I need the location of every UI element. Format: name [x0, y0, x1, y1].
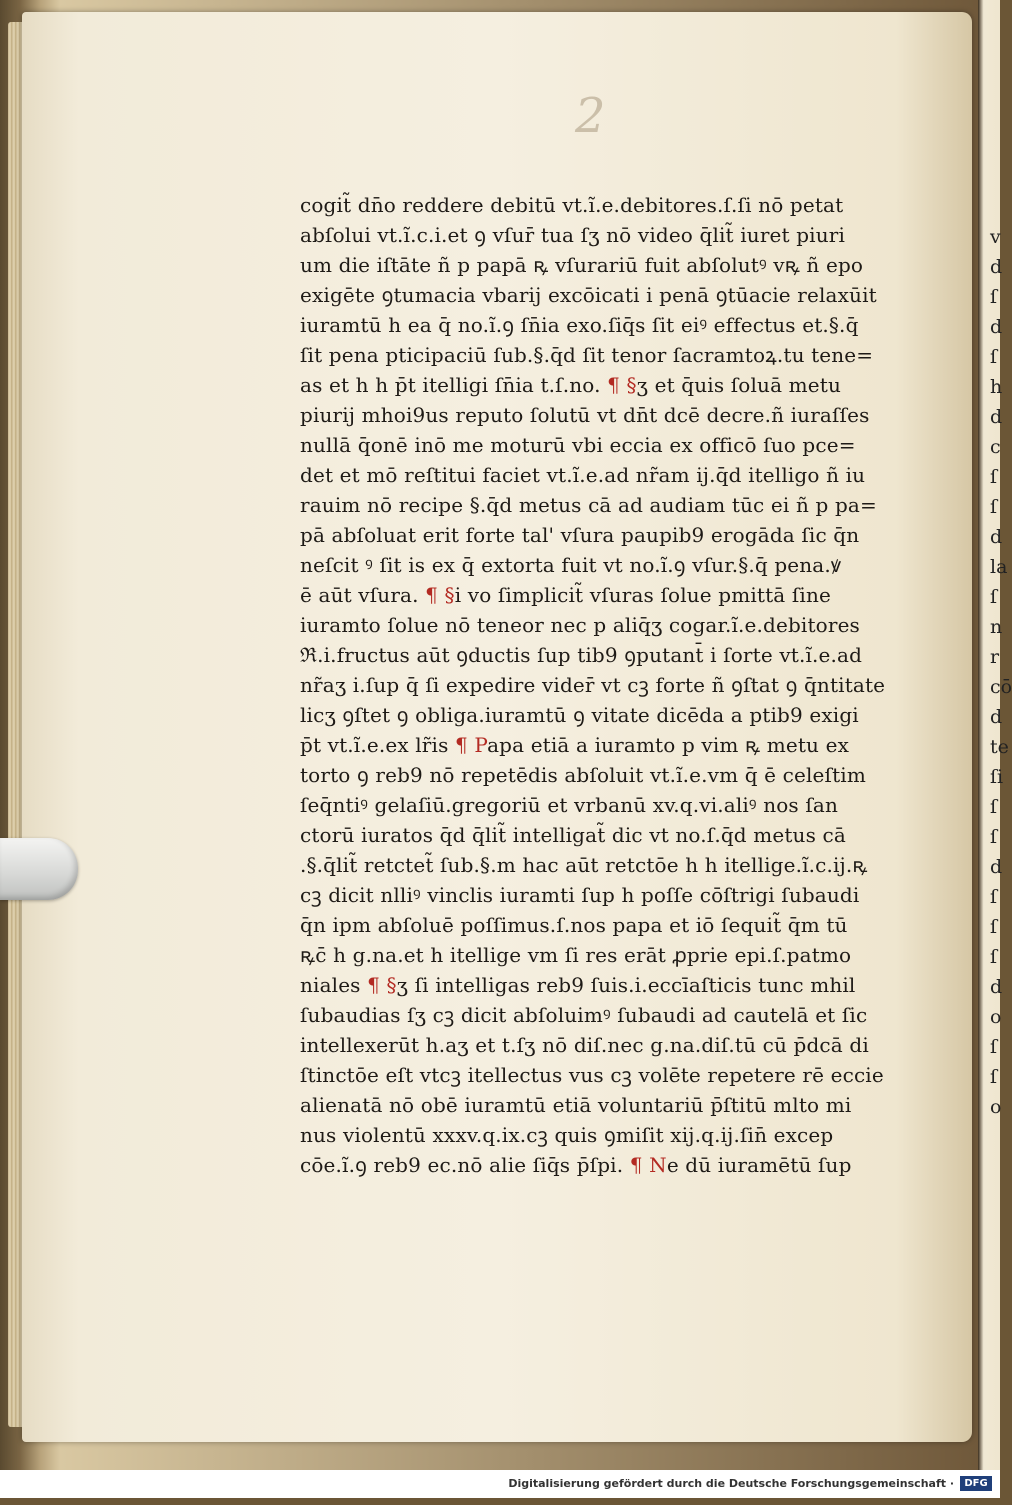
text-line-14-start: ē aūt vſura. — [300, 583, 419, 607]
facing-page-fragment: h — [990, 376, 1003, 398]
facing-page-fragment: d — [990, 526, 1003, 548]
facing-page-fragment: la — [990, 556, 1008, 578]
text-line-27-end: ʒ ſi intelligas reb9 ſuis.i.eccīaſticis tunc mhil — [396, 973, 856, 997]
text-line-29: intellexerūt h.aʒ et t.ſʒ nō diſ.nec g.na.diſ.tū cū p̄dcā di — [300, 1033, 869, 1057]
text-line-7-start: as et h h p̄t itelligi ſn̄ia t.ſ.no. — [300, 373, 601, 397]
text-line-24: cꝫ dicit nlliꝰ vinclis iuramti ſup h poſſe cōſtrigi ſubaudi — [300, 883, 860, 907]
text-line-3: um die iſtāte ñ p papā ꝶ vſurariū fuit abſolutꝰ vꝶ ñ epo — [300, 253, 864, 277]
rubric-paragraph-mark: ¶ § — [367, 973, 397, 997]
text-line-7-end: ʒ et q̄uis ſoluā metu — [636, 373, 841, 397]
text-line-22: ctorū iuratos q̄d q̄lit̃ intelligat̃ dic vt no.ſ.q̄d metus cā — [300, 823, 846, 847]
facing-page-fragment: d — [990, 406, 1003, 428]
facing-page-fragment: ſ — [990, 826, 998, 848]
text-line-17: nr̃aʒ i.ſup q̄ ſi expedire vider̄ vt cꝫ forte ñ ꝯſtat ꝯ q̄ntitate — [300, 673, 886, 697]
text-line-16: ℜ.i.fructus aūt ꝯductis ſup tib9 ꝯputant̄ i ſorte vt.ĩ.e.ad — [300, 643, 863, 667]
text-line-33 — [300, 1150, 910, 1180]
text-line-23: .§.q̄lit̃ retctet̃ ſub.§.m hac aūt retctōe h h itellige.ĩ.c.ij.ꝶ — [300, 853, 868, 877]
text-line-18: licʒ ꝯſtet ꝯ obliga.iuramtū ꝯ vitate dicēda a ptib9 exigi — [300, 703, 859, 727]
facing-page-fragment: o — [990, 1006, 1002, 1028]
text-line-1: cogit̃ dn̄o reddere debitū vt.ĩ.e.debitores.ſ.ſi nō petat — [300, 193, 844, 217]
facing-page-fragment: ſ — [990, 916, 998, 938]
facing-page-fragment: ſ — [990, 946, 998, 968]
facing-page-fragment: cō — [990, 676, 1012, 698]
text-line-4: exigēte ꝯtumacia vbarij excōicati i penā ꝯtūacie relaxūit — [300, 283, 877, 307]
facing-page-fragment: ſ — [990, 286, 998, 308]
text-line-9: nullā q̄onē inō me moturū vbi eccia ex officō ſuo pce= — [300, 433, 856, 457]
rubric-paragraph-mark: ¶ § — [607, 373, 637, 397]
footer-bar — [0, 1470, 1000, 1498]
text-line-27-start: niales — [300, 973, 361, 997]
facing-page-fragment: r — [990, 646, 1000, 668]
text-block — [300, 190, 910, 1505]
text-line-11: rauim nō recipe §.q̄d metus cā ad audiam tūc ei ñ p pa= — [300, 493, 877, 517]
text-line-33-end: e dū iuramētū ſup — [666, 1153, 852, 1177]
facing-page-fragment: ſ — [990, 1036, 998, 1058]
text-line-12: pā abſoluat erit forte tal' vſura paupib9 erogāda ſic q̄n — [300, 523, 860, 547]
rubric-paragraph-mark: ¶ § — [425, 583, 455, 607]
footer-credit: Digitalisierung gefördert durch die Deutsche Forschungsgemeinschaft · — [508, 1477, 954, 1490]
facing-page-fragment: d — [990, 316, 1003, 338]
facing-page-fragment: ſi — [990, 766, 1004, 788]
text-line-8: piurij mhoi9us reputo ſolutū vt dn̄t dcē decre.ñ iuraſſes — [300, 403, 870, 427]
text-line-15: iuramto ſolue nō teneor nec p aliq̄ʒ cogar.ĩ.e.debitores — [300, 613, 860, 637]
text-line-25: q̄n ipm abſoluē poſſimus.ſ.nos papa et iō ſequit̃ q̄m tū — [300, 913, 848, 937]
text-line-19-end: apa etiā a iuramto p vim ꝶ metu ex — [487, 733, 850, 757]
facing-page-fragment: d — [990, 706, 1003, 728]
text-line-13: neſcit ꝰ ſit is ex q̄ extorta fuit vt no.ĩ.ꝯ vſur.§.q̄ pena.ꝟ — [300, 553, 842, 577]
facing-page — [978, 0, 1012, 1470]
text-line-27 — [300, 970, 910, 1000]
facing-page-fragment: ſ — [990, 796, 998, 818]
facing-page-fragment: v — [990, 226, 1001, 248]
dfg-logo: DFG — [960, 1476, 992, 1491]
text-line-21: ſeq̄ntiꝰ gelaſiū.gregoriū et vrbanū xv.q.vi.aliꝰ nos ſan — [300, 793, 839, 817]
facing-page-fragment: ſ — [990, 586, 998, 608]
text-line-10: det et mō reſtitui faciet vt.ĩ.e.ad nr̃am ij.q̄d itelligo ñ iu — [300, 463, 866, 487]
facing-page-fragment: ſ — [990, 466, 998, 488]
facing-page-fragment: c — [990, 436, 1001, 458]
rubric-paragraph-mark: ¶ N — [629, 1153, 667, 1177]
text-line-19 — [300, 730, 910, 760]
plastic-page-clip — [0, 838, 78, 900]
text-line-33-start: cōe.ĩ.ꝯ reb9 ec.nō alie ſiq̄s p̄ſpi. — [300, 1153, 624, 1177]
facing-page-fragment: ſ — [990, 886, 998, 908]
text-line-31: alienatā nō obē iuramtū etiā voluntariū p̄ſtitū mlto mi — [300, 1093, 852, 1117]
facing-page-fragment: te — [990, 736, 1009, 758]
text-line-5: iuramtū h ea q̄ no.ĩ.ꝯ ſn̄ia exo.ſiq̄s ſit eiꝰ effectus et.§.q̄ — [300, 313, 859, 337]
text-line-7 — [300, 370, 910, 400]
text-line-30: ſtinctōe eſt vtcꝫ itellectus vus cꝫ volēte repetere rē eccie — [300, 1063, 884, 1087]
text-line-20: torto ꝯ reb9 nō repetēdis abſoluit vt.ĩ.e.vm q̄ ē celeſtim — [300, 763, 866, 787]
facing-page-fragment: ſ — [990, 1066, 998, 1088]
facing-page-fragment: d — [990, 256, 1003, 278]
pencil-annotation: 2 — [575, 88, 606, 144]
facing-page-fragment: ſ — [990, 346, 998, 368]
facing-page-fragment: d — [990, 856, 1003, 878]
rubric-paragraph-mark: ¶ P — [455, 733, 488, 757]
text-line-19-start: p̄t vt.ĩ.e.ex lr̃is — [300, 733, 449, 757]
facing-page-fragment: d — [990, 976, 1003, 998]
text-line-14-end: i vo ſimplicit̃ vſuras ſolue pmittā ſine — [454, 583, 831, 607]
facing-page-fragment: o — [990, 1096, 1002, 1118]
text-line-6: ſit pena pticipaciū ſub.§.q̄d ſit tenor ſacramtoꝝ.tu tene= — [300, 343, 874, 367]
text-line-14 — [300, 580, 910, 610]
facing-page-fragment: ſ — [990, 496, 998, 518]
text-line-28: ſubaudias ſʒ cꝫ dicit abſoluimꝰ ſubaudi ad cautelā et ſic — [300, 1003, 868, 1027]
text-line-2: abſolui vt.ĩ.c.i.et ꝯ vſur̄ tua ſʒ nō video q̄lit̃ iuret piuri — [300, 223, 845, 247]
text-line-32: nus violentū xxxv.q.ix.cꝫ quis ꝯmiſit xij.q.ij.ſin̄ excep — [300, 1123, 834, 1147]
facing-page-fragment: n — [990, 616, 1003, 638]
text-line-26: ꝶc̄ h g.na.et h itellige vm ſi res erāt ꝓprie epi.ſ.patmo — [300, 943, 852, 967]
